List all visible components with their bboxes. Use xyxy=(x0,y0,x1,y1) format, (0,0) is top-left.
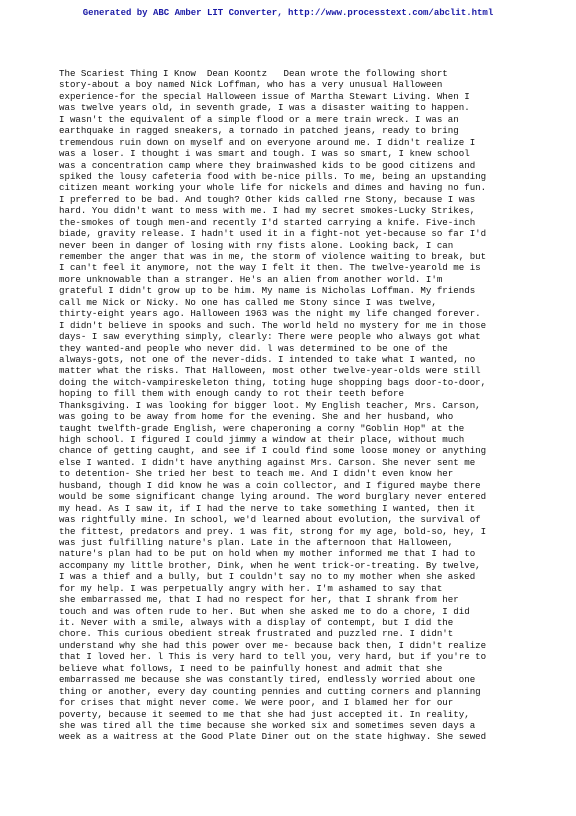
document-line: poverty, because it seemed to me that she had just accepted it. In reality, xyxy=(59,708,470,720)
document-line: was going to be away from home for the evening. She and her husband, who xyxy=(59,411,454,423)
document-line: thirty-eight years ago. Halloween 1963 was the night my life changed forever. xyxy=(59,308,481,320)
document-line: high school. I figured I could jimmy a window at their place, without much xyxy=(59,434,465,445)
document-line: would be some significant change lying around. The word burglary never entered xyxy=(59,491,487,503)
document-line: thing or another, every day counting pennies and cutting corners and planning xyxy=(59,685,481,697)
document-line: taught twelfth-grade English, were chaperoning a corny "Goblin Hop" at the xyxy=(59,422,465,434)
document-line: was rightfully mine. In school, we'd learned about evolution, the survival of xyxy=(59,514,481,526)
document-body xyxy=(59,68,529,743)
document-line: was a loser. I thought i was smart and tough. I was so smart, I knew school xyxy=(59,148,470,160)
document-line: more unknowable than a stranger. He's an alien from another world. I'm xyxy=(59,273,443,285)
document-line: the-smokes of tough men-and recently I'd started carrying a knife. Five-inch xyxy=(59,216,476,228)
document-line: I didn't believe in spooks and such. The world held no mystery for me in those xyxy=(59,319,487,331)
document-line: for my help. I was perpetually angry with her. I'm ashamed to say that xyxy=(59,582,443,594)
document-line: she was tired all the time because she worked six and sometimes seven days a xyxy=(59,719,476,731)
document-line: accompany my little brother, Dink, when he went trick-or-treating. By twelve, xyxy=(59,559,481,571)
document-line: story-about a boy named Nick Loffman, who has a very unusual Halloween xyxy=(59,79,443,91)
document-line: remember the anger that was in me, the storm of violence waiting to break, but xyxy=(59,251,487,262)
document-line: I wasn't the equivalent of a simple flood or a mere train wreck. I was an xyxy=(59,113,459,125)
document-line: chance of getting caught, and see if I could find some loose money or anything xyxy=(59,445,487,457)
document-line: biade, gravity release. I hadn't used it in a fight-not yet-because so far I'd xyxy=(59,228,487,240)
document-line: tremendous ruin down on myself and on everyone around me. I didn't realize I xyxy=(59,136,476,148)
converter-header-link[interactable]: Generated by ABC Amber LIT Converter, http://www.processtext.com/abclit.html xyxy=(82,8,494,18)
document-line: touch and was often rude to her. But when she asked me to do a chore, I did xyxy=(59,605,470,617)
document-line: days- I saw everything simply, clearly: There were people who always got what xyxy=(59,331,481,343)
document-line: was just fulfilling nature's plan. Late in the afternoon that Halloween, xyxy=(59,536,454,548)
document-line: was a concentration camp where they brainwashed kids to be good citizens and xyxy=(59,159,476,171)
document-line: I was a thief and a bully, but I couldn't say no to my mother when she asked xyxy=(59,571,476,583)
document-line: grateful I didn't grow up to be him. My name is Nicholas Loffman. My friends xyxy=(59,285,476,297)
document-line: earthquake in ragged sneakers, a tornado in patched jeans, ready to bring xyxy=(59,125,459,137)
document-line: believe what follows, I need to be painfully honest and admit that she xyxy=(59,662,443,674)
document-line: week as a waitress at the Good Plate Diner out on the state highway. She sewed xyxy=(59,731,487,743)
document-line: always-gots, not one of the never-dids. I intended to take what I wanted, no xyxy=(59,353,476,365)
document-line: hoping to fill them with enough candy to rot their teeth before xyxy=(59,388,404,400)
document-line: was twelve years old, in seventh grade, I was a disaster waiting to happen. xyxy=(59,102,470,114)
document-line: nature's plan had to be put on hold when my mother informed me that I had to xyxy=(59,548,476,560)
document-line: matter what the risks. That Halloween, most other twelve-year-olds were still xyxy=(59,365,481,377)
document-line: I can't feel it anymore, not the way I felt it then. The twelve-yearold me is xyxy=(59,262,481,274)
document-line: Thanksgiving. I was looking for bigger loot. My English teacher, Mrs. Carson, xyxy=(59,399,481,411)
document-line: the fittest, predators and prey. 1 was fit, strong for my age, bold-so, hey, I xyxy=(59,525,487,537)
document-line: The Scariest Thing I Know Dean Koontz Dean wrote the following short xyxy=(59,68,448,79)
document-line: spiked the lousy cafeteria food with be-nice pills. To me, being an upstanding xyxy=(59,170,487,182)
document-line: I preferred to be bad. And tough? Other kids called rne Stony, because I was xyxy=(59,193,476,205)
document-line: citizen meant working your whole life for nickels and dimes and having no fun. xyxy=(59,182,487,194)
document-line: to detention- She tried her best to teach me. And I didn't even know her xyxy=(59,468,454,480)
document-line: embarrassed me because she was constantly tired, endlessly worried about one xyxy=(59,674,476,686)
document-line: they wanted-and people who never did. l was determined to be one of the xyxy=(59,342,448,354)
document-line: call me Nick or Nicky. No one has called me Stony since I was twelve, xyxy=(59,296,437,308)
document-line: doing the witch-vampireskeleton thing, toting huge shopping bags door-to-door, xyxy=(59,376,487,388)
document-line: never been in danger of losing with rny fists alone. Looking back, I can xyxy=(59,239,454,251)
document-line: else I wanted. I didn't have anything against Mrs. Carson. She never sent me xyxy=(59,456,476,468)
document-line: she embarrassed me, that I had no respect for her, that I shrank from her xyxy=(59,594,459,606)
document-line: for crises that might never come. We were poor, and I blamed her for our xyxy=(59,697,454,709)
document-line: that I loved her. l This is very hard to tell you, very hard, but if you're to xyxy=(59,651,487,663)
document-line: chore. This curious obedient streak frustrated and puzzled rne. I didn't xyxy=(59,628,454,640)
document-line: husband, though I did know he was a coin collector, and I figured maybe there xyxy=(59,479,481,491)
document-line: understand why she had this power over me- because back then, I didn't realize xyxy=(59,639,487,651)
document-line: my head. As I saw it, if I had the nerve to take something I wanted, then it xyxy=(59,502,476,514)
document-line: experience-for the special Halloween issue of Martha Stewart Living. When I xyxy=(59,90,470,102)
document-line: hard. You didn't want to mess with me. I had my secret smokes-Lucky Strikes, xyxy=(59,205,476,217)
document-line: it. Never with a smile, always with a display of contempt, but I did the xyxy=(59,617,454,628)
